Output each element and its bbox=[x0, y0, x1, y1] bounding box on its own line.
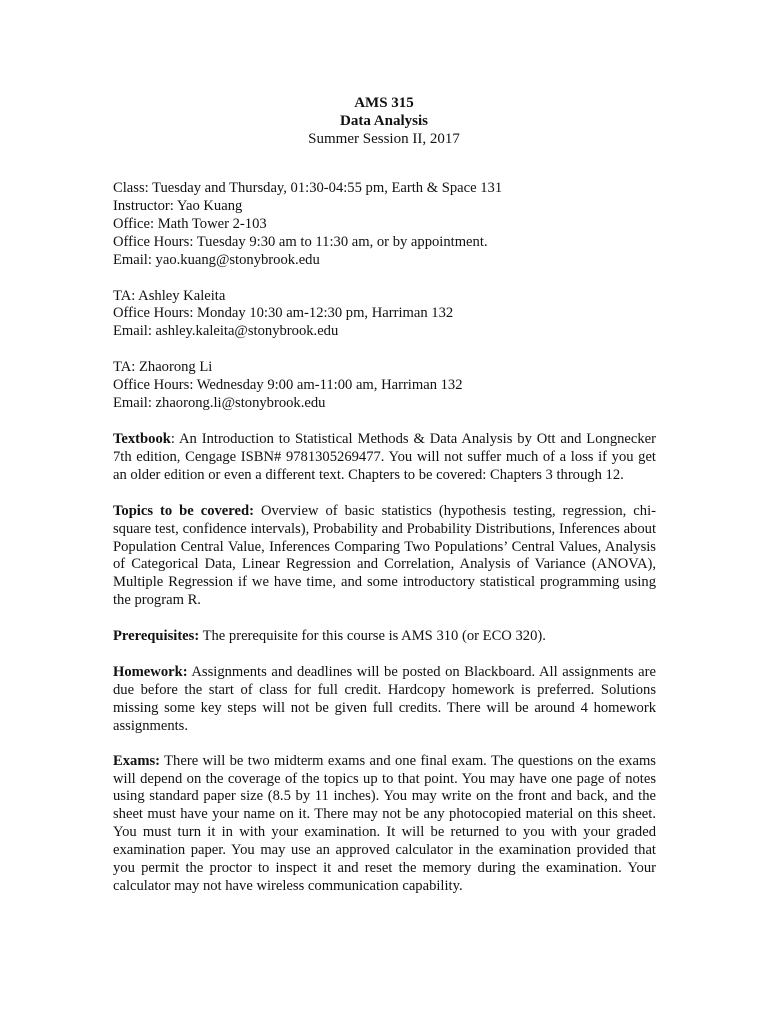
prerequisites-section bbox=[113, 628, 656, 646]
homework-text: Assignments and deadlines will be posted on Blackboard. All assignments are due before the start of class for full credit. Hardcopy homework is preferred. Solutions missing some key steps will not be given full credits. There will be around 4 homework assignments. bbox=[113, 664, 656, 734]
class-schedule: Class: Tuesday and Thursday, 01:30-04:55 pm, Earth & Space 131 bbox=[113, 180, 503, 196]
exams-text: There will be two midterm exams and one final exam. The questions on the exams will depend on the coverage of the topics up to that point. You may have one page of notes using standard paper size (8.5 by 11 inches). You may write on the front and back, and the sheet must have your name on it. There may not be any photocopied material on this sheet. You must turn it in with your examination. It will be returned to you with your graded examination paper. You may use an approved calculator in the examination provided that you permit the proctor to inspect it and reset the memory during the examination. Your calculator may not have wireless communication capability. bbox=[113, 752, 656, 894]
ta2-block bbox=[113, 359, 656, 413]
ta2-email: Email: zhaorong.li@stonybrook.edu bbox=[113, 395, 326, 412]
ta1-email: Email: ashley.kaleita@stonybrook.edu bbox=[113, 323, 339, 340]
textbook-text: : An Introduction to Statistical Methods & Data Analysis by Ott and Longnecker 7th edition, Cengage ISBN# 9781305269477. You will not suffer much of a loss if you get an older edition or even a different text. Chapters to be covered: Chapters 3 through 12. bbox=[113, 430, 656, 483]
syllabus-header bbox=[0, 94, 768, 148]
homework-label: Homework: bbox=[113, 664, 188, 681]
exams-section bbox=[113, 753, 656, 896]
ta1-block bbox=[113, 288, 656, 342]
textbook-section bbox=[113, 431, 656, 485]
homework-section bbox=[113, 664, 656, 736]
topics-text: Overview of basic statistics (hypothesis testing, regression, chi-square test, confidence intervals), Probability and Probability Distributions, Inferences about Population Central Value, Inferences Comparing Two Populations’ Central Values, Analysis of Categorical Data, Linear Regression and Correlation, Analysis of Variance (ANOVA), Multiple Regression if we have time, and some introductory statistical programming using the program R. bbox=[113, 502, 656, 609]
instructor-name: Instructor: Yao Kuang bbox=[113, 197, 243, 214]
exams-label: Exams: bbox=[113, 752, 161, 769]
topics-label: Topics to be covered: bbox=[113, 502, 254, 519]
class-info-block bbox=[113, 180, 656, 270]
prerequisites-label: Prerequisites: bbox=[113, 628, 200, 645]
ta1-office-hours: Office Hours: Monday 10:30 am-12:30 pm, Harriman 132 bbox=[113, 305, 454, 322]
course-session: Summer Session II, 2017 bbox=[308, 131, 460, 147]
syllabus-content bbox=[113, 180, 656, 914]
ta2-name: TA: Zhaorong Li bbox=[113, 359, 213, 376]
ta2-office-hours: Office Hours: Wednesday 9:00 am-11:00 am, Harriman 132 bbox=[113, 377, 463, 394]
textbook-label: Textbook bbox=[113, 430, 171, 447]
instructor-office: Office: Math Tower 2-103 bbox=[113, 215, 267, 232]
topics-section bbox=[113, 503, 656, 610]
course-title: Data Analysis bbox=[340, 113, 428, 129]
instructor-email: Email: yao.kuang@stonybrook.edu bbox=[113, 251, 320, 268]
prerequisites-text: The prerequisite for this course is AMS 310 (or ECO 320). bbox=[199, 628, 546, 645]
course-code: AMS 315 bbox=[354, 95, 414, 111]
instructor-office-hours: Office Hours: Tuesday 9:30 am to 11:30 am, or by appointment. bbox=[113, 233, 488, 250]
ta1-name: TA: Ashley Kaleita bbox=[113, 287, 226, 304]
